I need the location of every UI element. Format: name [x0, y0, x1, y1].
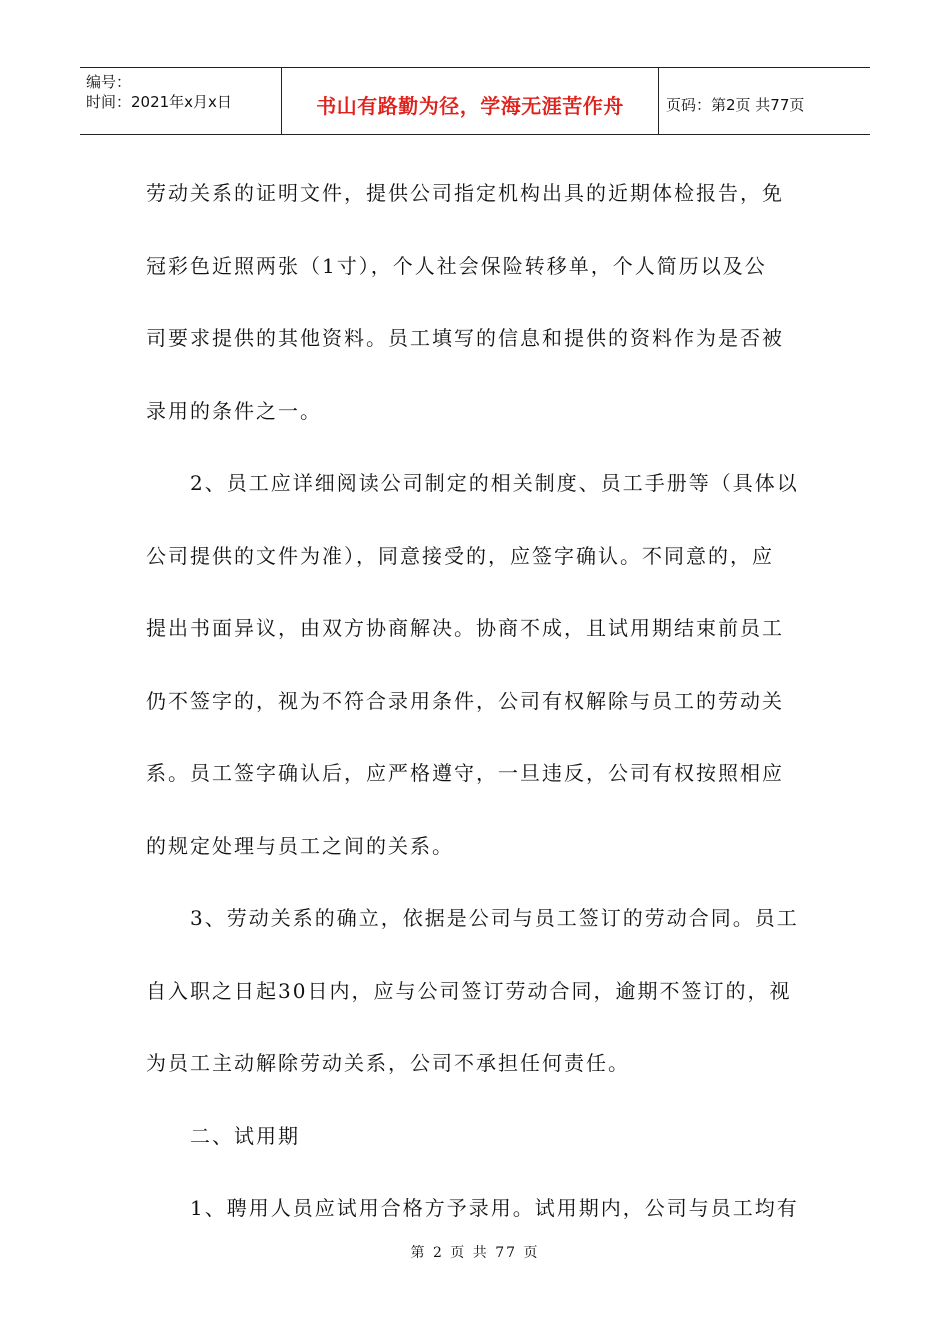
page-footer [0, 1242, 950, 1262]
body-line: 录用的条件之一。 [146, 398, 322, 423]
header-meta-cell [80, 68, 282, 134]
document-date-label: 时间：2021年x月x日 [86, 93, 232, 111]
footer-page-number: 第 2 页 共 77 页 [410, 1245, 540, 1261]
header-motto: 书山有路勤为径，学海无涯苦作舟 [316, 93, 624, 118]
body-line: 2、员工应详细阅读公司制定的相关制度、员工手册等（具体以 [190, 471, 799, 495]
section-heading: 二、试用期 [190, 1123, 300, 1148]
body-line: 司要求提供的其他资料。员工填写的信息和提供的资料作为是否被 [146, 326, 784, 350]
body-line: 为员工主动解除劳动关系，公司不承担任何责任。 [146, 1051, 630, 1075]
header-page-info: 页码：第2页 共77页 [666, 95, 805, 114]
body-line: 提出书面异议，由双方协商解决。协商不成，且试用期结束前员工 [146, 616, 784, 640]
body-line: 冠彩色近照两张（1寸），个人社会保险转移单，个人简历以及公 [146, 253, 767, 278]
body-line: 的规定处理与员工之间的关系。 [146, 833, 454, 858]
header-page-cell [659, 68, 870, 134]
document-number-label: 编号： [86, 73, 132, 91]
body-line: 3、劳动关系的确立，依据是公司与员工签订的劳动合同。员工 [190, 906, 799, 930]
header-motto-cell [282, 68, 659, 134]
body-line: 仍不签字的，视为不符合录用条件，公司有权解除与员工的劳动关 [146, 688, 784, 713]
body-line: 劳动关系的证明文件，提供公司指定机构出具的近期体检报告，免 [146, 181, 784, 205]
document-body [146, 157, 806, 1245]
body-line: 自入职之日起30日内，应与公司签订劳动合同，逾期不签订的，视 [146, 978, 792, 1003]
body-line: 1、聘用人员应试用合格方予录用。试用期内，公司与员工均有 [190, 1196, 799, 1220]
body-line: 系。员工签字确认后，应严格遵守，一旦违反，公司有权按照相应 [146, 761, 784, 785]
body-line: 公司提供的文件为准），同意接受的，应签字确认。不同意的，应 [146, 543, 774, 568]
page-header [80, 67, 870, 135]
